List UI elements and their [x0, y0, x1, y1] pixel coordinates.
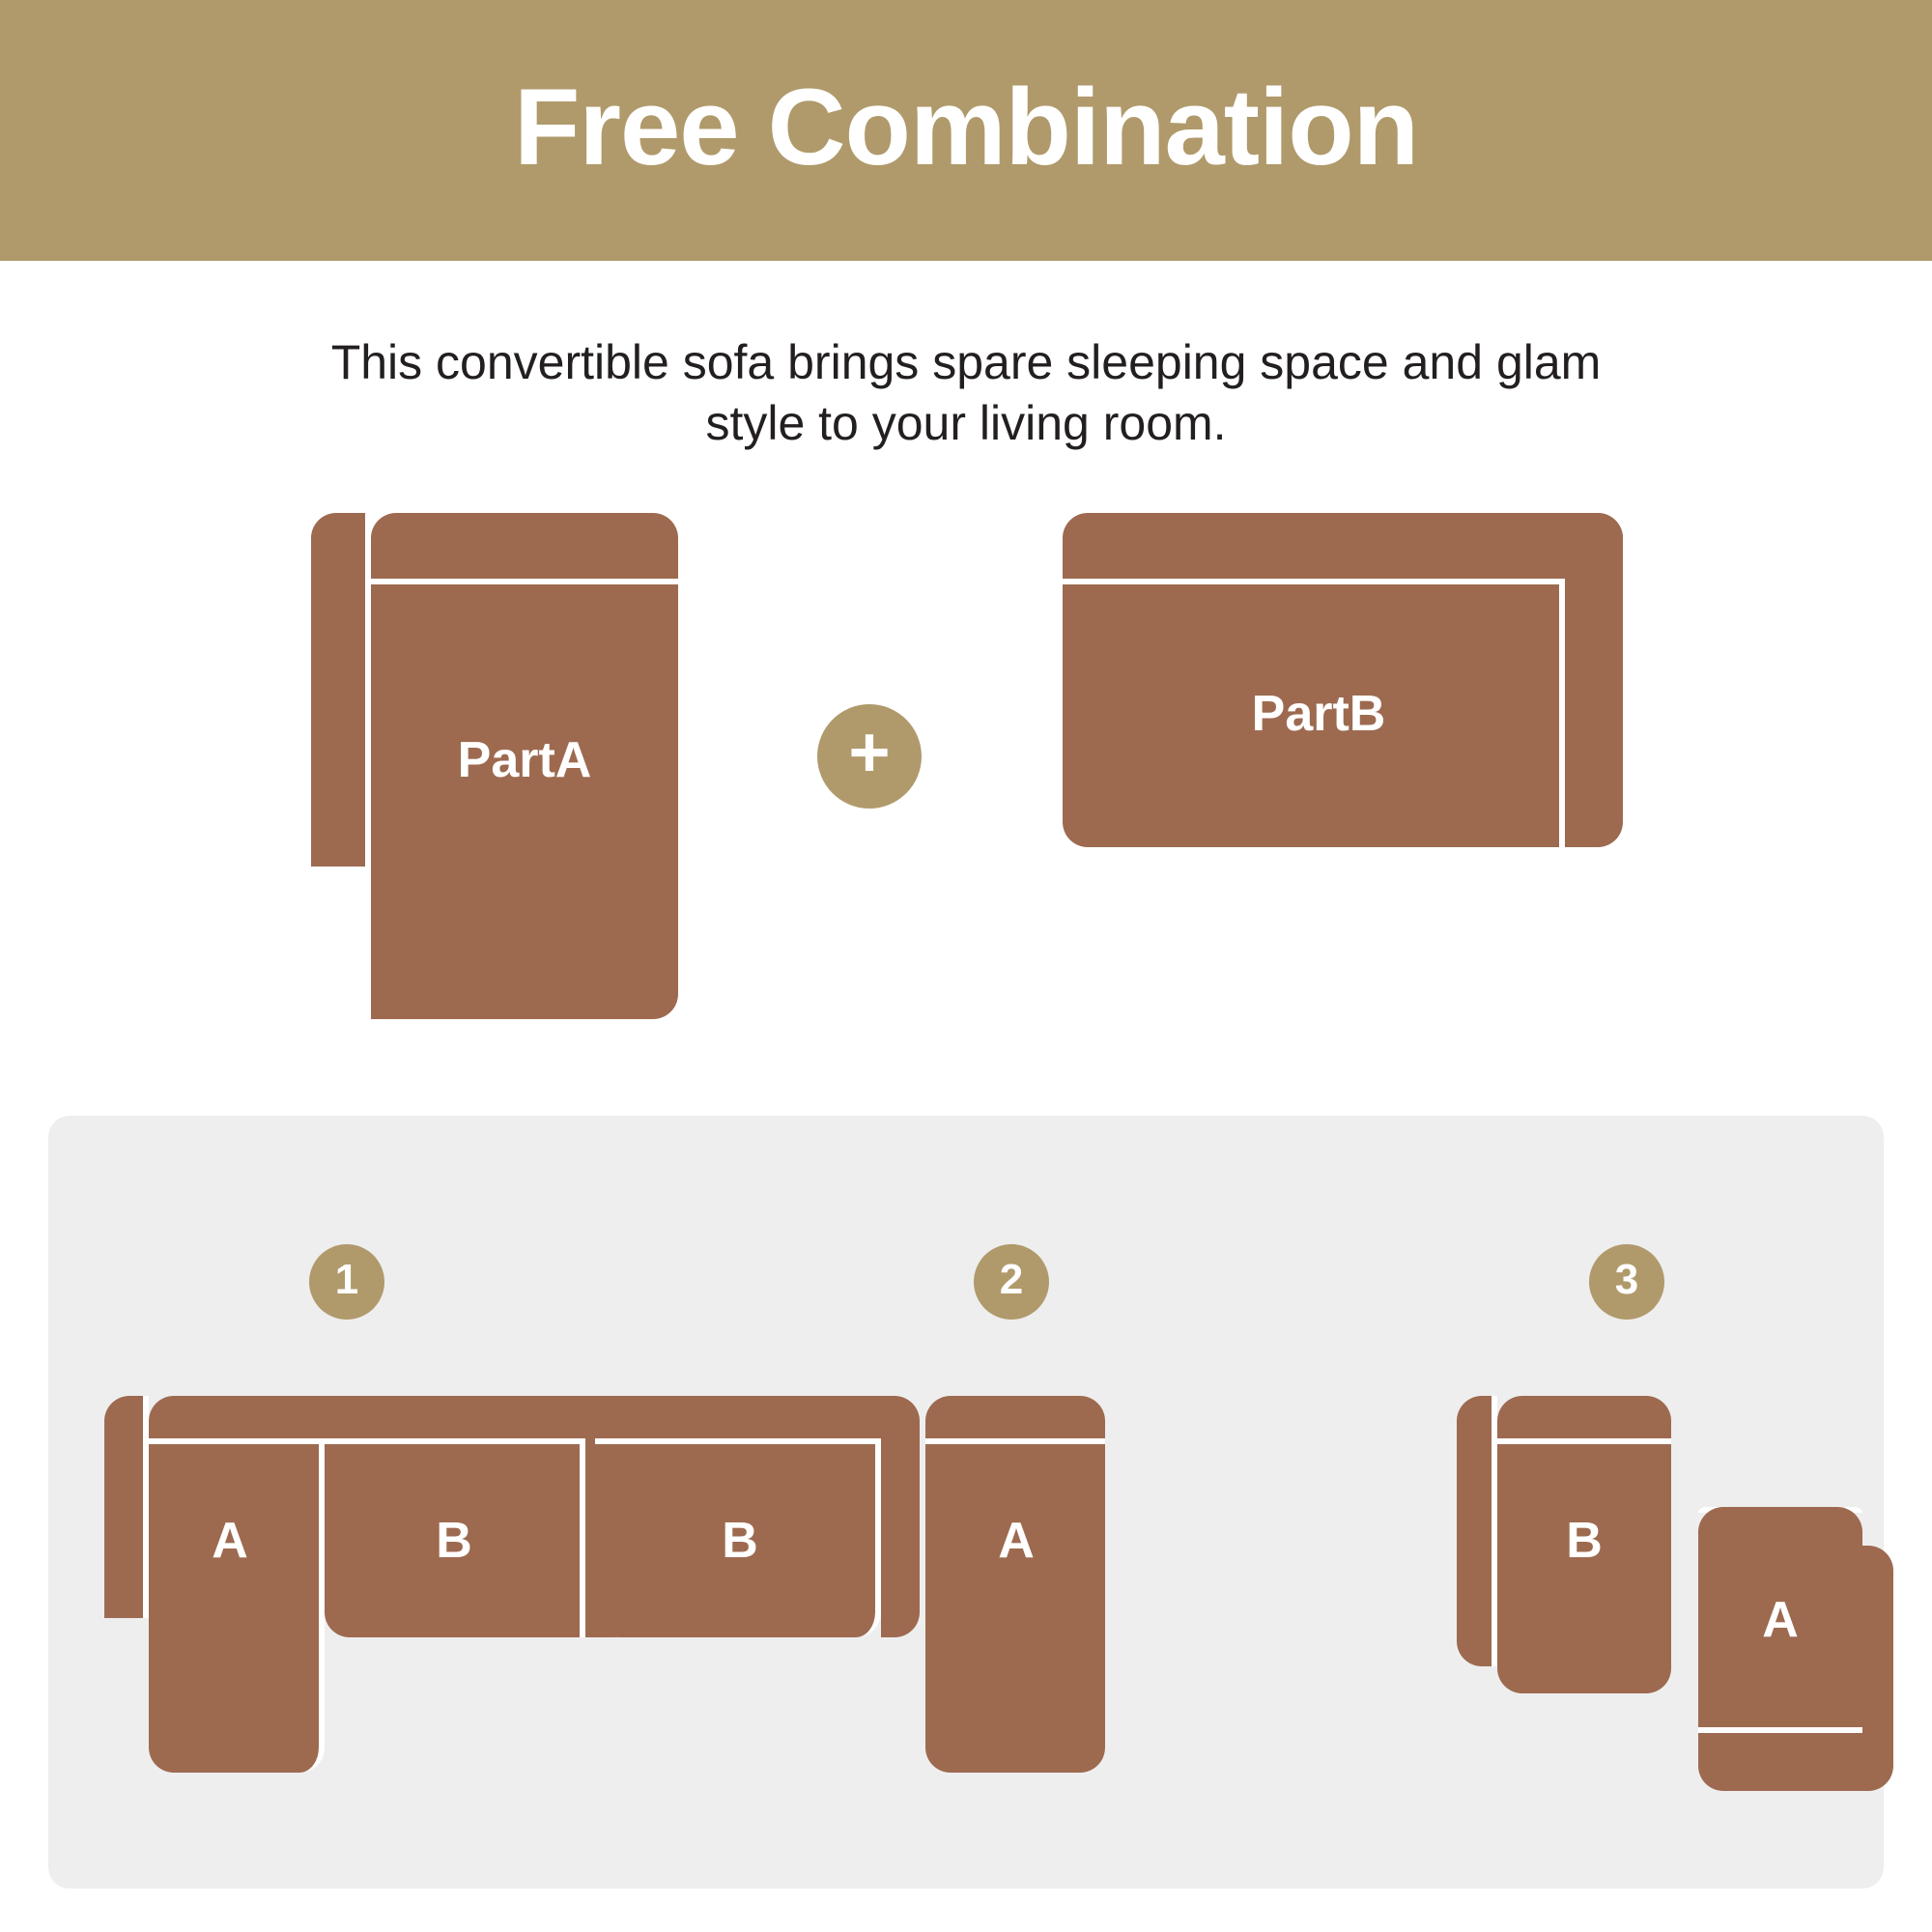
step-badge-1 — [309, 1244, 384, 1320]
step-number-3: 3 — [1614, 1256, 1639, 1303]
page-title: Free Combination — [513, 67, 1419, 187]
part-b-label: PartB — [1251, 686, 1386, 742]
plus-symbol: + — [848, 712, 891, 792]
option2-label-b: B — [722, 1513, 758, 1569]
step-badge-3 — [1589, 1244, 1664, 1320]
option2-seat-a — [925, 1444, 1105, 1773]
option2-backrest-a — [925, 1396, 1105, 1444]
subtitle-container — [0, 261, 1932, 453]
subtitle-text: This convertible sofa brings spare sleeping space and glam style to your living room. — [330, 335, 1602, 450]
part-b-backrest — [1063, 513, 1623, 584]
option1-label-b: B — [436, 1513, 472, 1569]
part-b-arm — [1565, 513, 1623, 847]
option1-left-arm — [104, 1396, 149, 1618]
option1-seat-a — [149, 1444, 325, 1773]
step-number-2: 2 — [999, 1256, 1024, 1303]
option3-label-b: B — [1566, 1513, 1603, 1569]
step-badge-2 — [974, 1244, 1049, 1320]
header-banner — [0, 0, 1932, 261]
option1-label-a: A — [212, 1513, 248, 1569]
option3-left-arm-b — [1457, 1396, 1497, 1666]
combination-option-3 — [1401, 1396, 1864, 1850]
option1-backrest — [149, 1396, 639, 1444]
part-a-seat — [371, 584, 678, 1019]
option3-right-arm-a — [1862, 1546, 1893, 1733]
option2-label-a: A — [998, 1513, 1035, 1569]
plus-badge — [817, 704, 922, 809]
combination-options-panel — [48, 1116, 1884, 1889]
part-a-arm — [311, 513, 371, 867]
option3-backrest-b — [1497, 1396, 1671, 1444]
option3-base-a — [1698, 1733, 1893, 1791]
combination-option-2 — [578, 1396, 1206, 1811]
option3-label-a: A — [1762, 1592, 1799, 1648]
option2-backrest-b — [595, 1396, 904, 1444]
option2-divider-arm — [881, 1396, 920, 1637]
part-a-label: PartA — [457, 732, 592, 788]
parts-row — [0, 499, 1932, 1040]
part-a-backrest — [371, 513, 678, 584]
step-number-1: 1 — [334, 1256, 359, 1303]
part-b-diagram — [1053, 499, 1845, 1040]
